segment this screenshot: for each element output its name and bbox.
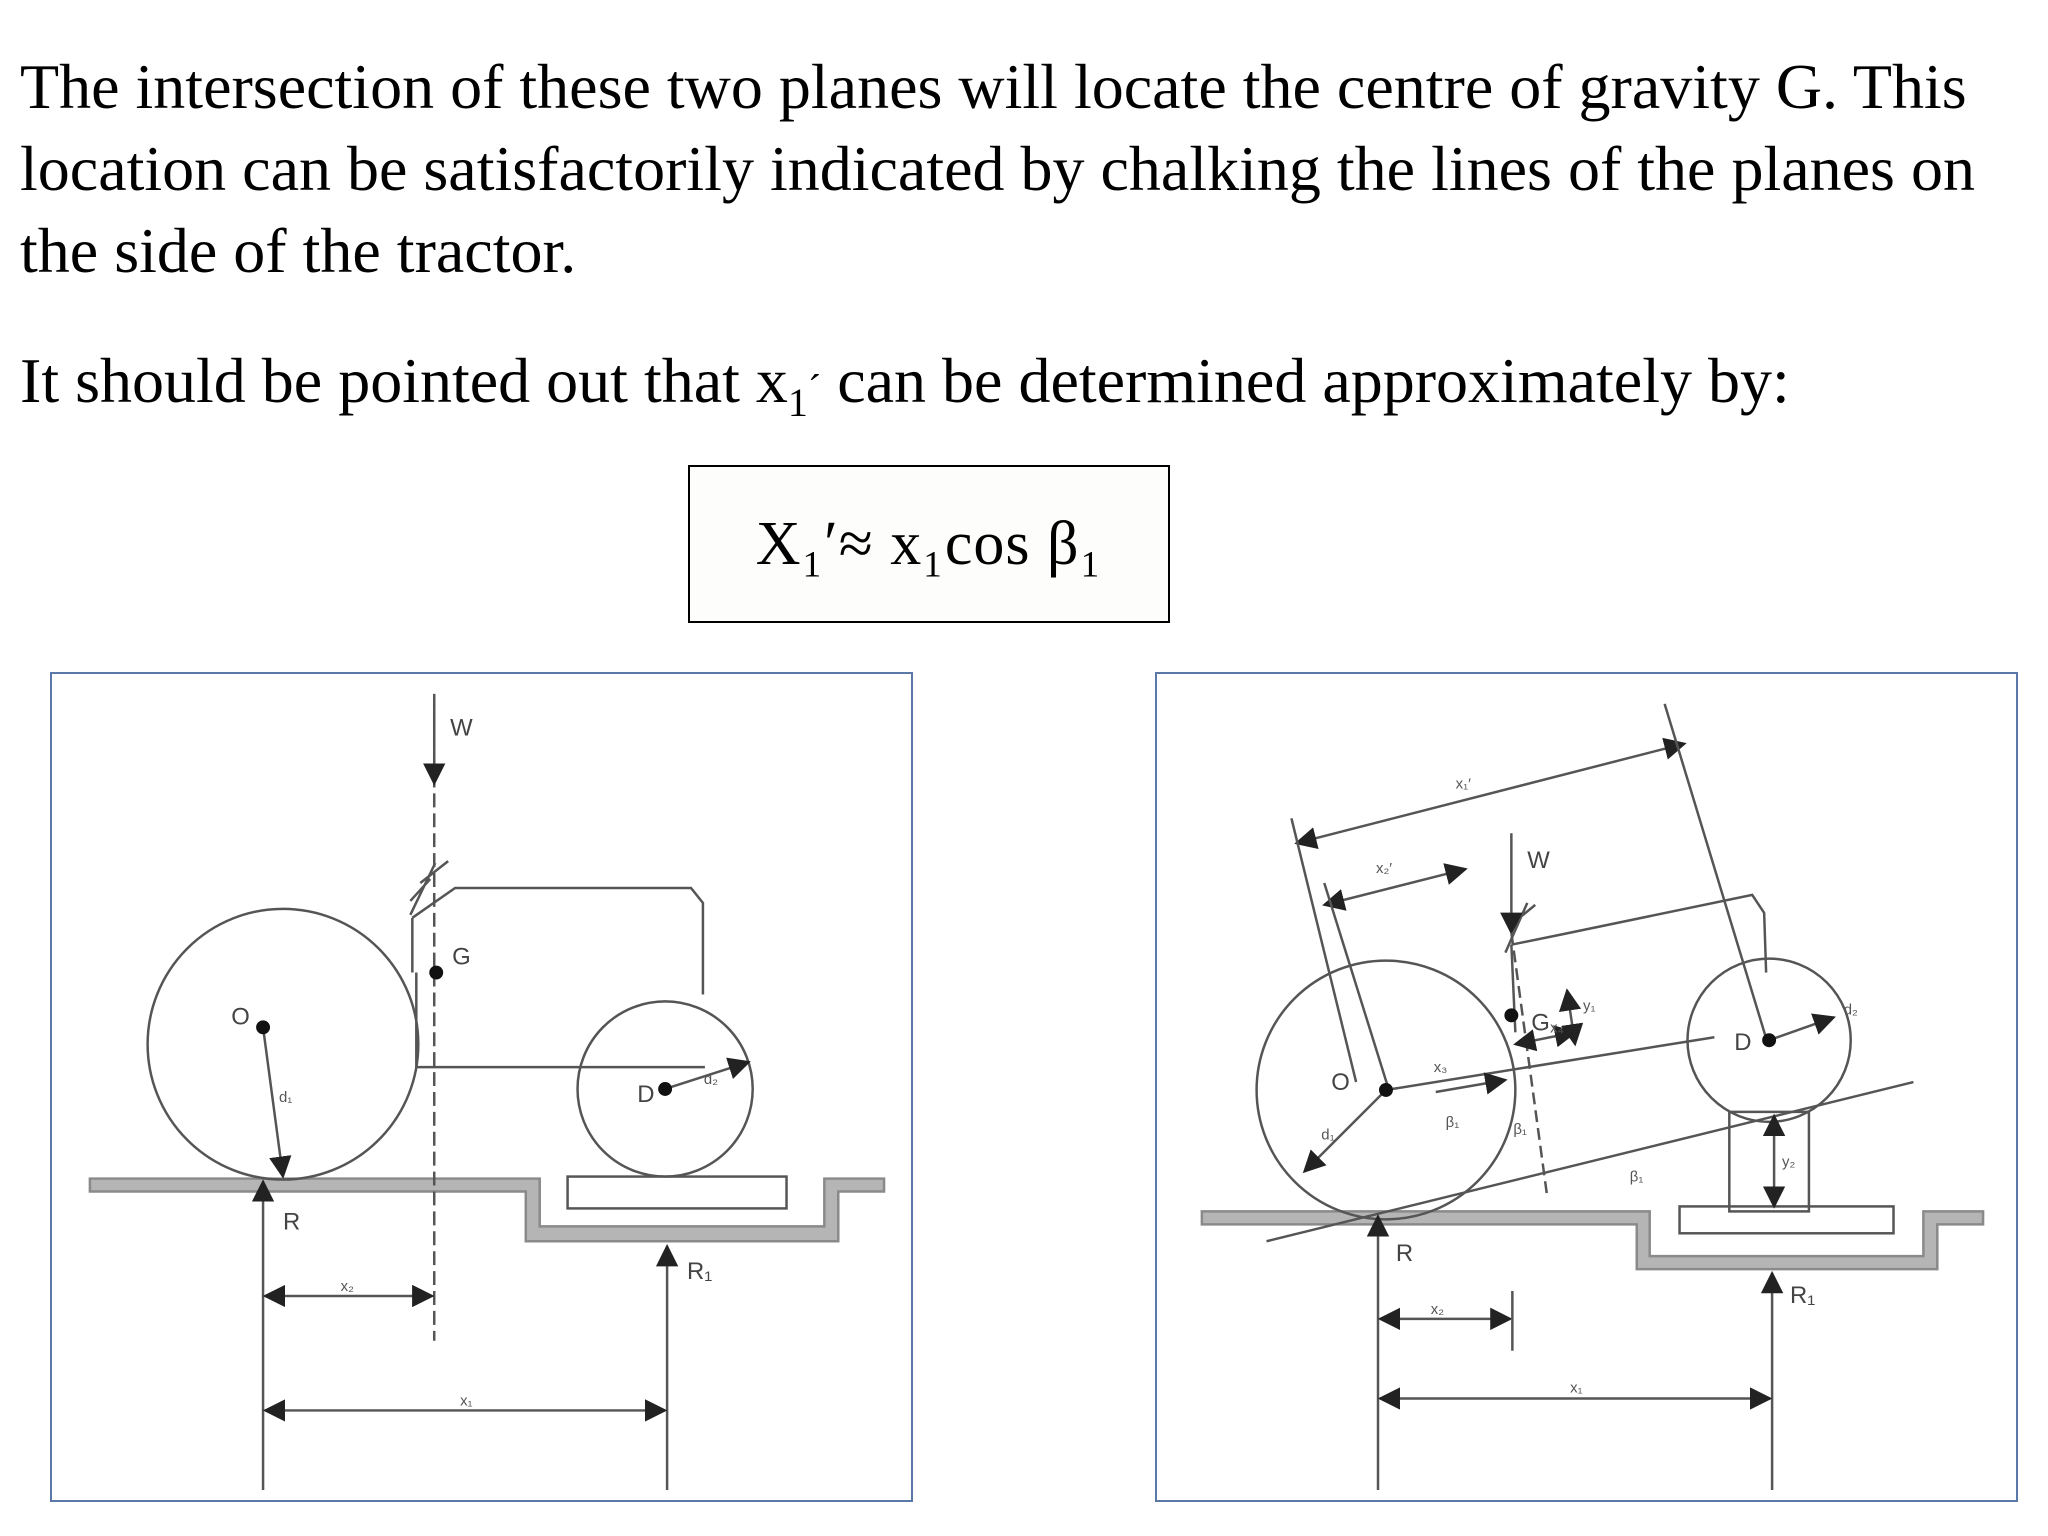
support-block <box>1729 1112 1809 1212</box>
figure-tilted-tractor <box>1155 672 2018 1502</box>
cog-point <box>429 966 443 980</box>
d1-arrow-right <box>1304 1090 1386 1172</box>
label-x1: x₁ <box>460 1392 473 1410</box>
ext-mid <box>1324 883 1388 1087</box>
label-x1-right: x₁ <box>1570 1379 1583 1397</box>
x3-dim <box>1436 1080 1506 1092</box>
paragraph-approximation <box>20 340 2020 444</box>
rear-wheel <box>148 909 419 1180</box>
rear-axle-point <box>256 1020 270 1034</box>
p2-prime: ´ <box>807 366 822 411</box>
label-x2-right: x₂ <box>1430 1300 1445 1318</box>
p2-subscript: 1 <box>787 380 808 425</box>
formula-text: X₁′≈ x₁cos β₁ <box>755 509 1103 578</box>
label-d2-right: d₂ <box>1843 1001 1858 1019</box>
label-d2: d₂ <box>703 1071 719 1089</box>
p2-before: It should be pointed out that x <box>20 345 788 416</box>
steering-wheel-right <box>1505 903 1535 953</box>
rear-axle-point-right <box>1379 1083 1393 1097</box>
label-d-right: D <box>1734 1029 1752 1057</box>
y1-dim <box>1567 990 1575 1044</box>
label-r1-right: R₁ <box>1790 1281 1816 1309</box>
label-o-right: O <box>1331 1068 1350 1096</box>
label-g: G <box>452 943 471 971</box>
formula-box <box>688 465 1170 623</box>
level-tractor-diagram <box>52 674 911 1500</box>
label-beta-2: β₁ <box>1513 1120 1527 1138</box>
label-w-right: W <box>1527 847 1550 875</box>
tractor-body <box>412 888 705 1067</box>
label-x4: x₄ <box>1550 1019 1564 1037</box>
label-d1-right: d₁ <box>1321 1126 1335 1144</box>
front-axle-point-right <box>1762 1033 1776 1047</box>
ext-right <box>1665 704 1767 1038</box>
label-beta-3: β₁ <box>1629 1168 1644 1186</box>
label-r-right: R <box>1395 1240 1414 1268</box>
label-d1: d₁ <box>278 1088 293 1106</box>
label-o: O <box>231 1003 250 1031</box>
label-x2p: x₂′ <box>1376 860 1393 878</box>
label-x3: x₃ <box>1433 1059 1448 1077</box>
label-x1p: x₁′ <box>1455 775 1471 793</box>
figure-level-tractor <box>50 672 913 1502</box>
label-beta-1: β₁ <box>1445 1113 1460 1131</box>
label-g-right: G <box>1531 1009 1550 1037</box>
label-y1: y₁ <box>1583 997 1596 1015</box>
d2-arrow-right <box>1769 1017 1834 1040</box>
scale-platform <box>568 1177 787 1209</box>
label-w: W <box>450 714 473 742</box>
label-d: D <box>637 1080 655 1108</box>
tilted-tractor-diagram <box>1157 674 2016 1500</box>
label-r: R <box>282 1208 301 1236</box>
label-x2: x₂ <box>340 1278 354 1296</box>
p2-after: can be determined approximately by: <box>821 345 1790 416</box>
paragraph-centre-of-gravity: The intersection of these two planes will locate the centre of gravity G. This location can be satisfactorily indicated by chalking the lines of the planes on the side of the tractor. <box>20 51 1975 286</box>
x1p-dim <box>1296 744 1684 844</box>
x2p-dim <box>1324 869 1465 905</box>
cog-point-right <box>1504 1008 1518 1022</box>
front-axle-point <box>658 1082 672 1096</box>
label-y2: y₂ <box>1782 1153 1796 1171</box>
label-r1: R₁ <box>687 1258 713 1286</box>
